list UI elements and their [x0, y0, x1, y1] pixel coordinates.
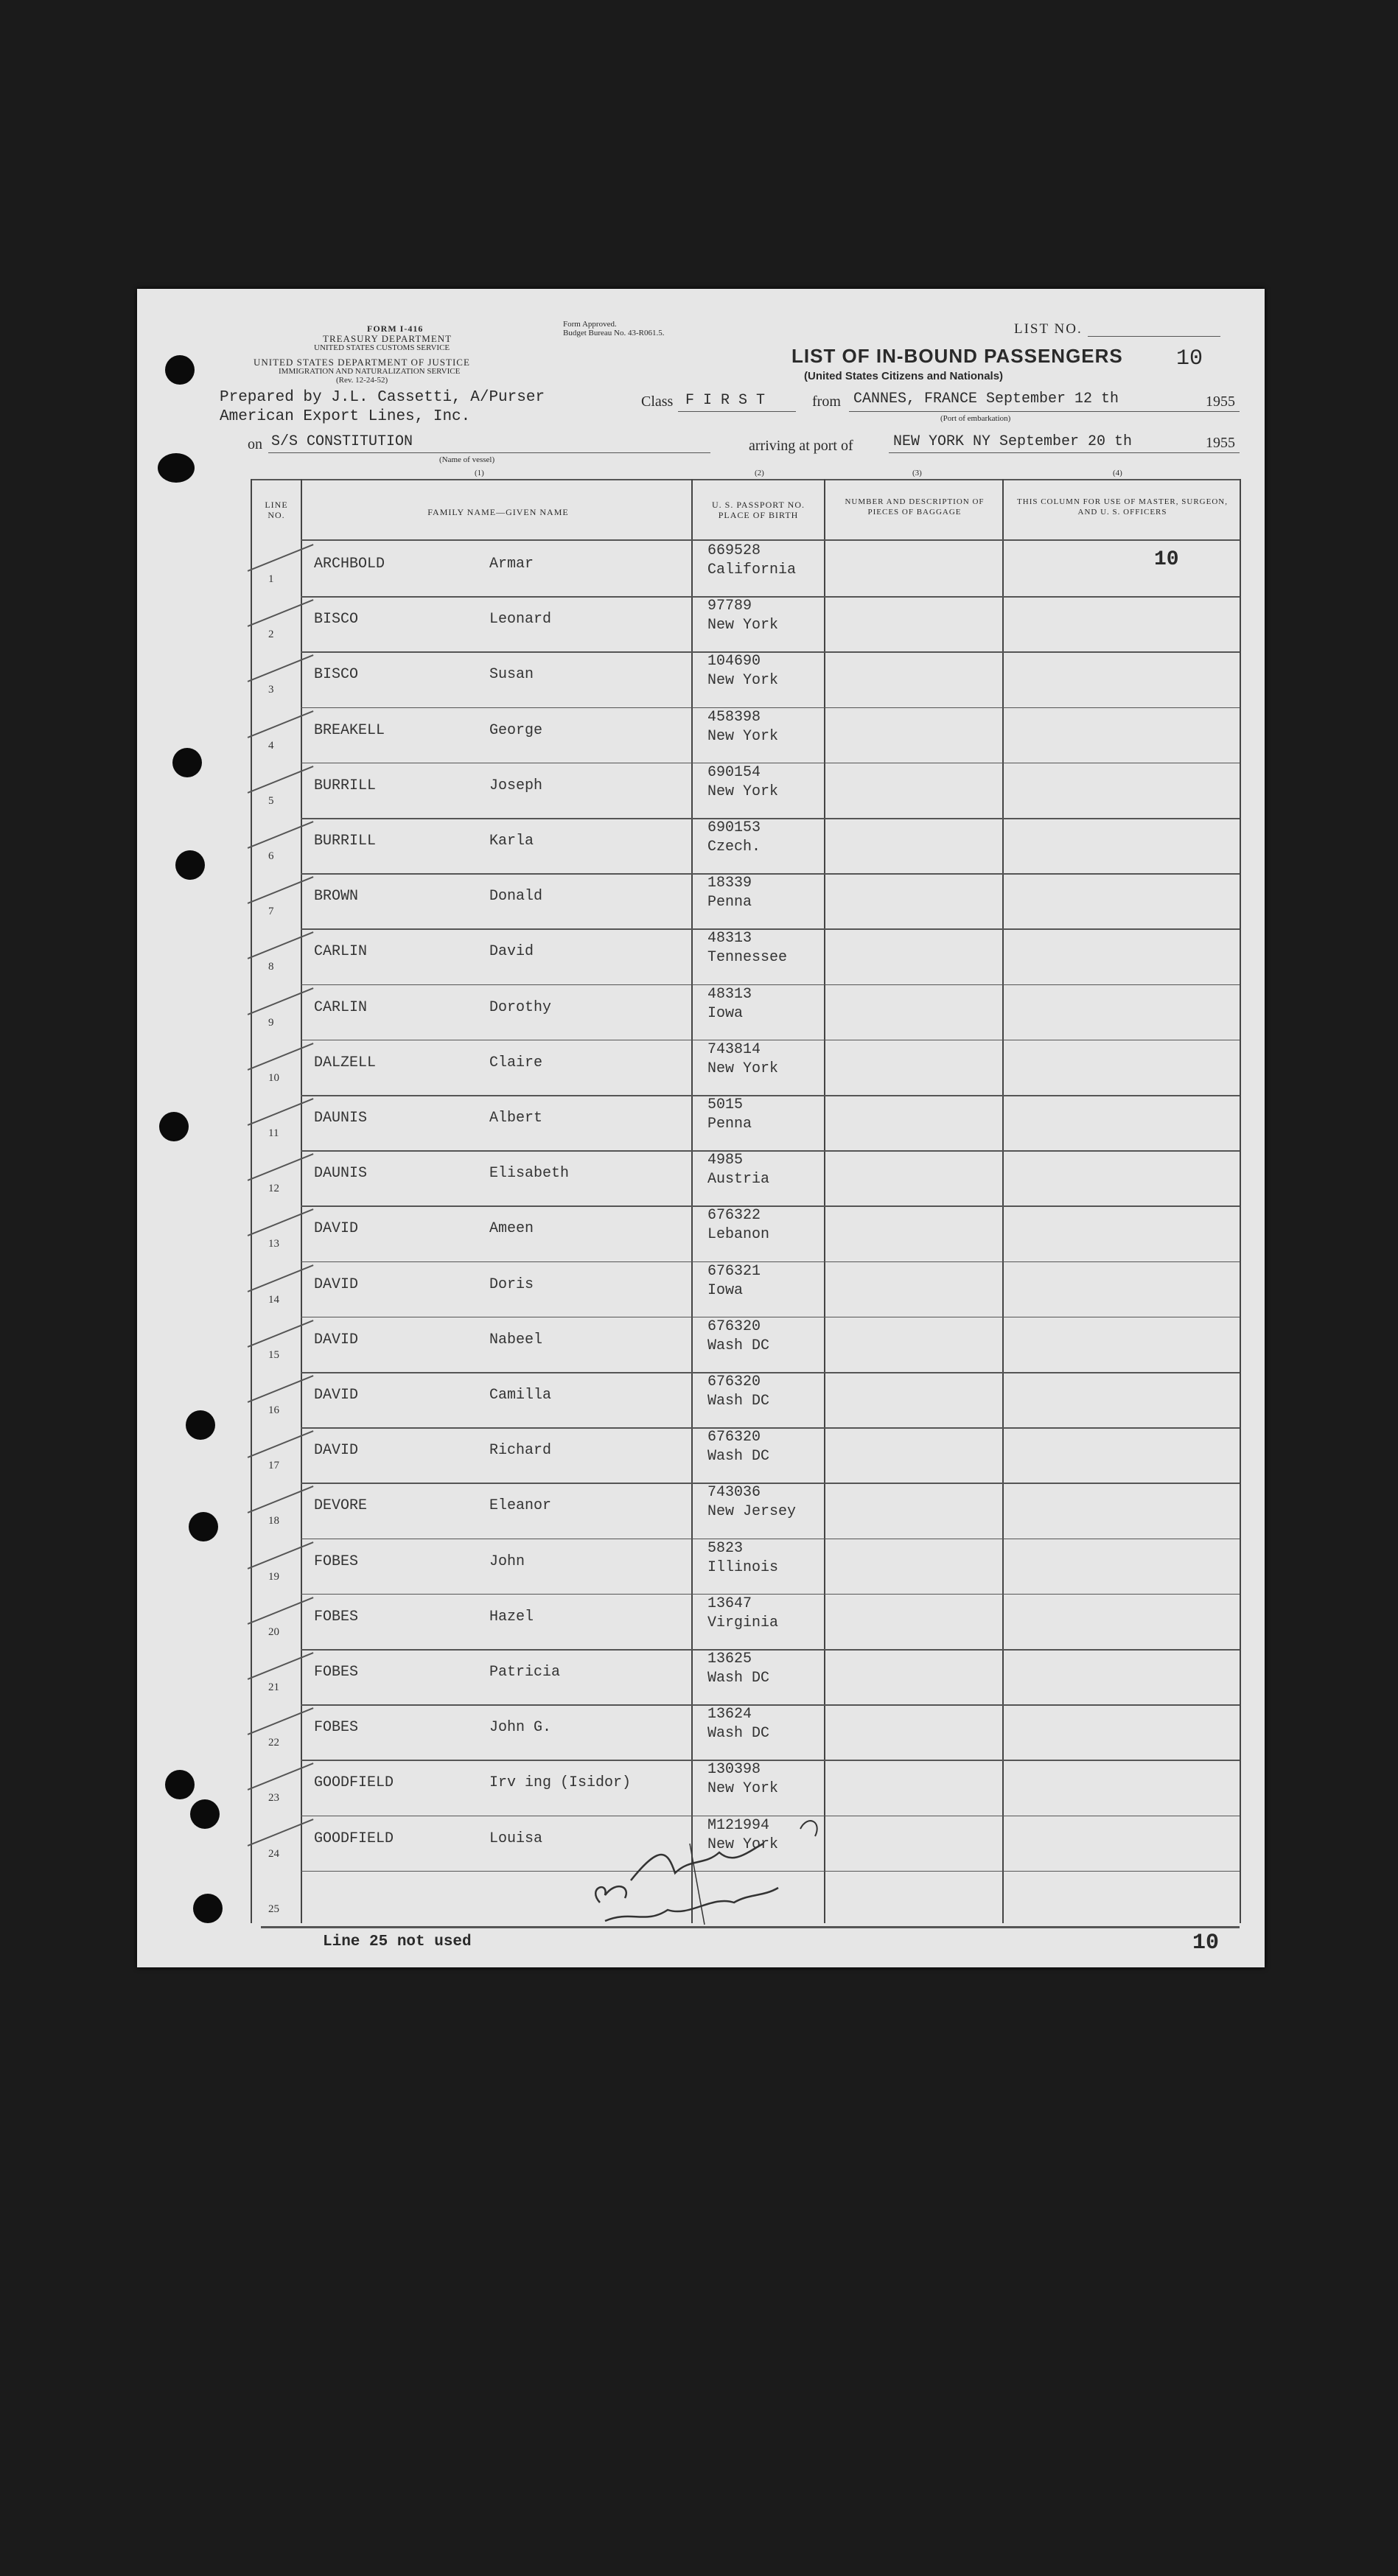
- given-name: Louisa: [489, 1830, 543, 1847]
- passport-number: 97789: [707, 598, 752, 615]
- col-divider: [251, 479, 252, 1923]
- passport-number: 676320: [707, 1429, 761, 1446]
- ins-label: IMMIGRATION AND NATURALIZATION SERVICE: [279, 367, 461, 376]
- row-divider: [301, 1760, 1240, 1761]
- line-number: 6: [268, 850, 274, 862]
- passport-number: 676322: [707, 1207, 761, 1225]
- family-name: BISCO: [314, 666, 359, 684]
- given-name: Karla: [489, 833, 534, 850]
- given-name: Claire: [489, 1054, 543, 1071]
- vessel-name: S/S CONSTITUTION: [271, 433, 413, 450]
- place-of-birth: Wash DC: [707, 1393, 770, 1410]
- place-of-birth: Czech.: [707, 839, 761, 855]
- check-mark: [248, 987, 314, 1015]
- line-number: 7: [268, 906, 274, 918]
- row-divider: [301, 1704, 1240, 1706]
- given-name: Hazel: [489, 1608, 534, 1625]
- check-mark: [248, 1320, 314, 1347]
- given-name: Albert: [489, 1110, 543, 1127]
- place-of-birth: New Jersey: [707, 1503, 797, 1521]
- check-mark: [248, 1098, 314, 1125]
- prepared-by: Prepared by J.L. Cassetti, A/Purser: [220, 389, 545, 406]
- passport-number: 130398: [707, 1761, 761, 1779]
- line-number: 15: [268, 1348, 279, 1361]
- row-divider: [301, 596, 1240, 598]
- given-name: Elisabeth: [489, 1165, 570, 1183]
- passport-number: M121994: [707, 1816, 770, 1834]
- row-divider: [301, 1040, 1240, 1041]
- given-name: Armar: [489, 556, 534, 573]
- signature: [454, 1799, 867, 1932]
- given-name: Patricia: [489, 1664, 561, 1681]
- given-name: George: [489, 721, 543, 739]
- place-of-birth: Illinois: [707, 1558, 779, 1576]
- passport-number: 13647: [707, 1595, 752, 1612]
- check-mark: [248, 544, 314, 571]
- col-divider: [691, 479, 693, 1923]
- col-num-4: (4): [1113, 469, 1122, 477]
- passport-number: 13624: [707, 1706, 752, 1723]
- document-subtitle: (United States Citizens and Nationals): [804, 370, 1004, 382]
- check-mark: [248, 821, 314, 848]
- check-mark: [248, 654, 314, 682]
- family-name: CARLIN: [314, 998, 368, 1016]
- place-of-birth: New York: [707, 672, 779, 690]
- family-name: BROWN: [314, 888, 359, 906]
- given-name: Leonard: [489, 611, 552, 629]
- line-number: 10: [268, 1071, 279, 1084]
- col-divider: [824, 479, 825, 1923]
- given-name: Doris: [489, 1275, 534, 1293]
- manifest-page: [137, 289, 1265, 1967]
- place-of-birth: New York: [707, 783, 779, 800]
- family-name: FOBES: [314, 1608, 359, 1625]
- port-embarkation-label: (Port of embarkation): [940, 414, 1011, 423]
- form-approved: Form Approved.: [563, 320, 617, 329]
- arriving-label: arriving at port of: [749, 438, 853, 454]
- col-num-2: (2): [755, 469, 764, 477]
- row-divider: [301, 1372, 1240, 1373]
- row-divider: [301, 1205, 1240, 1207]
- line-number: 21: [268, 1681, 279, 1693]
- passport-number: 743814: [707, 1040, 761, 1058]
- footer-number: 10: [1192, 1931, 1220, 1956]
- row-divider: [301, 1483, 1240, 1484]
- check-mark: [248, 710, 314, 738]
- place-of-birth: New York: [707, 1835, 779, 1853]
- header-officers: THIS COLUMN FOR USE OF MASTER, SURGEON, AND U. S. OFFICERS: [1017, 497, 1228, 517]
- place-of-birth: New York: [707, 617, 779, 634]
- check-mark: [248, 599, 314, 626]
- check-mark: [248, 1541, 314, 1569]
- place-of-birth: Wash DC: [707, 1670, 770, 1687]
- line-number: 22: [268, 1737, 279, 1749]
- family-name: DEVORE: [314, 1497, 368, 1515]
- row-divider: [301, 1150, 1240, 1152]
- arriving-year: 1955: [1206, 435, 1235, 451]
- row-divider: [301, 873, 1240, 875]
- check-mark: [248, 766, 314, 793]
- check-mark: [248, 1264, 314, 1292]
- place-of-birth: New York: [707, 1060, 779, 1077]
- given-name: Eleanor: [489, 1497, 552, 1515]
- vessel-label: (Name of vessel): [439, 455, 495, 464]
- given-name: John: [489, 1553, 525, 1570]
- line-number: 12: [268, 1183, 279, 1195]
- family-name: FOBES: [314, 1719, 359, 1737]
- col-num-3: (3): [912, 469, 922, 477]
- given-name: Susan: [489, 666, 534, 684]
- table-top-border: [251, 479, 1241, 480]
- passport-number: 458398: [707, 708, 761, 726]
- family-name: DAUNIS: [314, 1165, 368, 1183]
- line-number: 16: [268, 1404, 279, 1416]
- check-mark: [248, 1652, 314, 1679]
- line-number: 17: [268, 1460, 279, 1472]
- line-number: 13: [268, 1238, 279, 1250]
- header-baggage: NUMBER AND DESCRIPTION OF PIECES OF BAGGAGE: [845, 497, 985, 517]
- row-divider: [301, 1539, 1240, 1540]
- given-name: Nabeel: [489, 1331, 543, 1348]
- header-bottom-border: [301, 539, 1240, 541]
- line-number: 14: [268, 1293, 279, 1306]
- row-divider: [301, 1317, 1240, 1318]
- place-of-birth: Virginia: [707, 1614, 779, 1631]
- customs-service: UNITED STATES CUSTOMS SERVICE: [314, 343, 450, 352]
- place-of-birth: Austria: [707, 1171, 770, 1189]
- family-name: ARCHBOLD: [314, 556, 385, 573]
- place-of-birth: Iowa: [707, 1004, 744, 1022]
- given-name: Dorothy: [489, 998, 552, 1016]
- family-name: DAVID: [314, 1331, 359, 1348]
- given-name: Camilla: [489, 1387, 552, 1404]
- header-passport: U. S. PASSPORT NO. PLACE OF BIRTH: [712, 500, 805, 520]
- passport-number: 5015: [707, 1096, 744, 1113]
- row-divider: [301, 651, 1240, 653]
- revision: (Rev. 12-24-52): [336, 376, 388, 385]
- family-name: FOBES: [314, 1664, 359, 1681]
- footer-note: Line 25 not used: [323, 1933, 472, 1950]
- check-mark: [248, 876, 314, 903]
- passport-number: 690153: [707, 819, 761, 836]
- row-divider: [301, 984, 1240, 986]
- given-name: Ameen: [489, 1220, 534, 1238]
- row-divider: [301, 1594, 1240, 1595]
- place-of-birth: Wash DC: [707, 1725, 770, 1743]
- line-number: 19: [268, 1570, 279, 1583]
- check-mark: [248, 1485, 314, 1513]
- dept-justice: UNITED STATES DEPARTMENT OF JUSTICE: [254, 357, 470, 368]
- col-num-1: (1): [475, 469, 484, 477]
- passport-number: 5823: [707, 1539, 744, 1557]
- passport-number: 48313: [707, 985, 752, 1003]
- family-name: BURRILL: [314, 833, 377, 850]
- given-name: David: [489, 943, 534, 961]
- passport-number: 676321: [707, 1262, 761, 1280]
- dept-treasury: TREASURY DEPARTMENT: [323, 333, 452, 344]
- family-name: GOODFIELD: [314, 1774, 394, 1792]
- line-number: 4: [268, 739, 274, 752]
- place-of-birth: Lebanon: [707, 1226, 770, 1244]
- passport-number: 48313: [707, 930, 752, 948]
- col-divider: [1002, 479, 1004, 1923]
- passport-number: 743036: [707, 1484, 761, 1502]
- line-number: 18: [268, 1515, 279, 1527]
- check-mark: [248, 1208, 314, 1236]
- budget-bureau: Budget Bureau No. 43-R061.5.: [563, 329, 665, 337]
- place-of-birth: Iowa: [707, 1281, 744, 1299]
- col-divider: [1240, 479, 1241, 1923]
- place-of-birth: California: [707, 561, 797, 578]
- given-name: Irv ing (Isidor): [489, 1774, 632, 1792]
- check-mark: [248, 1707, 314, 1735]
- family-name: DALZELL: [314, 1054, 377, 1071]
- class-label: Class: [641, 393, 674, 410]
- line-number: 25: [268, 1903, 279, 1915]
- class-value: F I R S T: [685, 392, 766, 409]
- header-line-no: LINE NO.: [265, 500, 288, 520]
- place-of-birth: New York: [707, 1780, 779, 1798]
- check-mark: [248, 1597, 314, 1624]
- place-of-birth: Penna: [707, 894, 752, 911]
- family-name: CARLIN: [314, 943, 368, 961]
- check-mark: [248, 931, 314, 959]
- family-name: BURRILL: [314, 777, 377, 794]
- from-year: 1955: [1206, 393, 1235, 410]
- place-of-birth: New York: [707, 727, 779, 745]
- row-divider: [301, 1427, 1240, 1429]
- check-mark: [248, 1763, 314, 1790]
- passport-number: 690154: [707, 763, 761, 781]
- line-number: 8: [268, 961, 274, 973]
- check-mark: [248, 1430, 314, 1457]
- family-name: BREAKELL: [314, 721, 385, 739]
- given-name: Donald: [489, 888, 543, 906]
- col-divider: [301, 479, 302, 1923]
- family-name: DAVID: [314, 1220, 359, 1238]
- line-number: 20: [268, 1625, 279, 1638]
- list-no-label: LIST NO.: [1014, 321, 1083, 337]
- list-no: 10: [1176, 346, 1203, 371]
- family-name: DAUNIS: [314, 1110, 368, 1127]
- place-of-birth: Penna: [707, 1116, 752, 1133]
- line-number: 3: [268, 684, 274, 696]
- document-title: LIST OF IN-BOUND PASSENGERS: [791, 345, 1123, 367]
- place-of-birth: Wash DC: [707, 1337, 770, 1354]
- check-mark: [248, 1153, 314, 1180]
- family-name: GOODFIELD: [314, 1830, 394, 1847]
- line-number: 11: [268, 1127, 279, 1139]
- arriving-value: NEW YORK NY September 20 th: [893, 433, 1133, 450]
- check-mark: [248, 1819, 314, 1846]
- row-divider: [301, 1095, 1240, 1096]
- from-label: from: [812, 393, 841, 410]
- check-mark: [248, 1043, 314, 1070]
- line-number: 2: [268, 629, 274, 641]
- family-name: BISCO: [314, 611, 359, 629]
- place-of-birth: Tennessee: [707, 949, 788, 967]
- line-number: 9: [268, 1016, 274, 1029]
- passport-number: 4985: [707, 1152, 744, 1169]
- family-name: DAVID: [314, 1387, 359, 1404]
- passenger-table: [137, 289, 1265, 1967]
- line-number: 23: [268, 1792, 279, 1805]
- form-number: FORM I-416: [367, 323, 424, 334]
- row-divider: [301, 1649, 1240, 1651]
- given-name: Joseph: [489, 777, 543, 794]
- row-divider: [301, 818, 1240, 819]
- given-name: John G.: [489, 1719, 552, 1737]
- header-name: FAMILY NAME—GIVEN NAME: [427, 507, 569, 517]
- on-label: on: [248, 436, 262, 452]
- passport-number: 104690: [707, 653, 761, 671]
- row-divider: [301, 763, 1240, 764]
- passport-number: 18339: [707, 875, 752, 892]
- family-name: DAVID: [314, 1442, 359, 1460]
- row-divider: [301, 1261, 1240, 1263]
- passport-number: 676320: [707, 1373, 761, 1390]
- passport-number: 676320: [707, 1317, 761, 1335]
- from-value: CANNES, FRANCE September 12 th: [853, 391, 1119, 407]
- line-number: 5: [268, 794, 274, 807]
- check-mark: [248, 1375, 314, 1402]
- officer-mark: 10: [1154, 548, 1179, 571]
- family-name: DAVID: [314, 1275, 359, 1293]
- passport-number: 669528: [707, 542, 761, 559]
- given-name: Richard: [489, 1442, 552, 1460]
- family-name: FOBES: [314, 1553, 359, 1570]
- line-number: 24: [268, 1847, 279, 1860]
- company-name: American Export Lines, Inc.: [220, 408, 471, 425]
- row-divider: [301, 707, 1240, 709]
- passport-number: 13625: [707, 1651, 752, 1667]
- line-number: 1: [268, 573, 274, 585]
- row-divider: [301, 928, 1240, 930]
- place-of-birth: Wash DC: [707, 1448, 770, 1466]
